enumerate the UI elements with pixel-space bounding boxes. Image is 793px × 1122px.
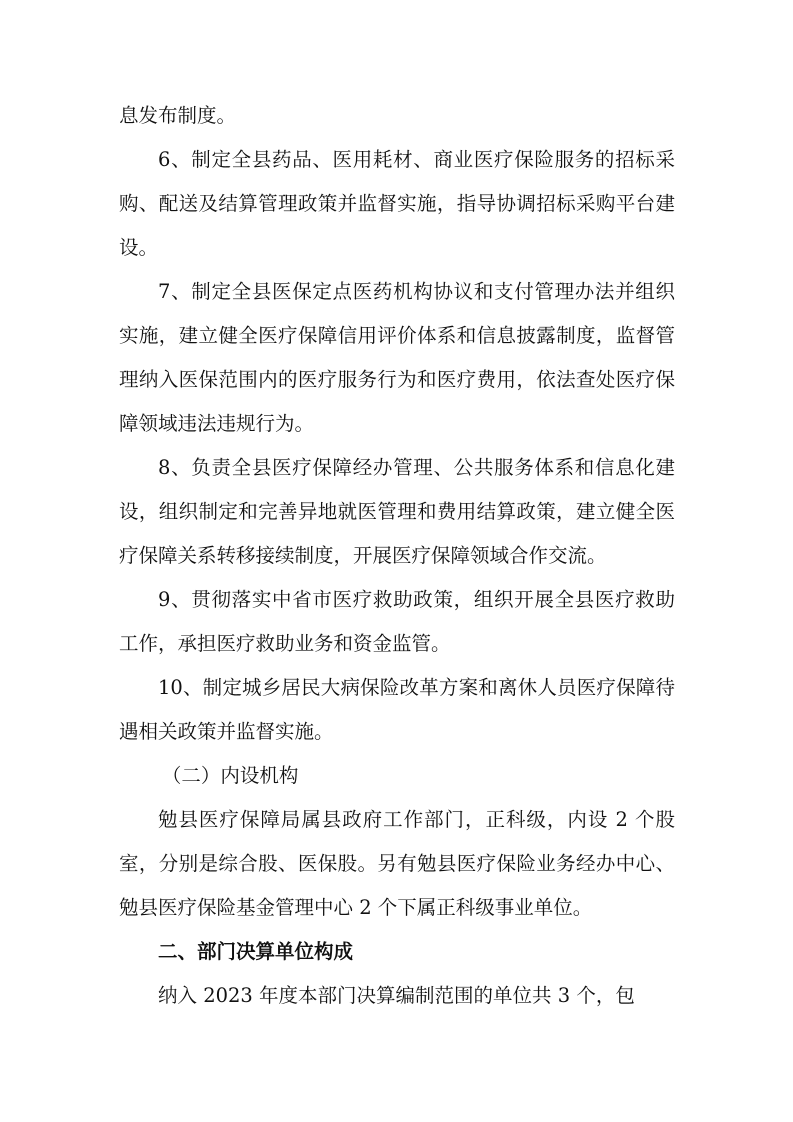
section-heading-units: 二、部门决算单位构成 xyxy=(158,940,354,963)
paragraph-continuation: 息发布制度。 xyxy=(119,104,237,127)
paragraph-units: 纳入 2023 年度本部门决算编制范围的单位共 3 个，包 xyxy=(158,984,635,1007)
paragraph-item-6: 6、制定全县药品、医用耗材、商业医疗保险服务的招标采购、配送及结算管理政策并监督实施，指导协调招标采购平台建设。 xyxy=(119,148,675,259)
paragraph-item-7: 7、制定全县医保定点医药机构协议和支付管理办法并组织实施，建立健全医疗保障信用评价体系和信息披露制度，监督管理纳入医保范围内的医疗服务行为和医疗费用，依法查处医疗保障领域违法违规行为。 xyxy=(119,280,675,435)
paragraph-item-8: 8、负责全县医疗保障经办管理、公共服务体系和信息化建设，组织制定和完善异地就医管理和费用结算政策，建立健全医疗保障关系转移接续制度，开展医疗保障领域合作交流。 xyxy=(119,456,675,567)
document-body xyxy=(119,94,675,1018)
subheading-internal-structure: （二）内设机构 xyxy=(161,764,299,787)
paragraph-internal-structure: 勉县医疗保障局属县政府工作部门，正科级，内设 2 个股室，分别是综合股、医保股。另有勉县医疗保险业务经办中心、勉县医疗保险基金管理中心 2 个下属正科级事业单位。 xyxy=(119,808,675,919)
paragraph-item-9: 9、贯彻落实中省市医疗救助政策，组织开展全县医疗救助工作，承担医疗救助业务和资金监管。 xyxy=(119,588,675,655)
paragraph-item-10: 10、制定城乡居民大病保险改革方案和离休人员医疗保障待遇相关政策并监督实施。 xyxy=(119,676,675,743)
